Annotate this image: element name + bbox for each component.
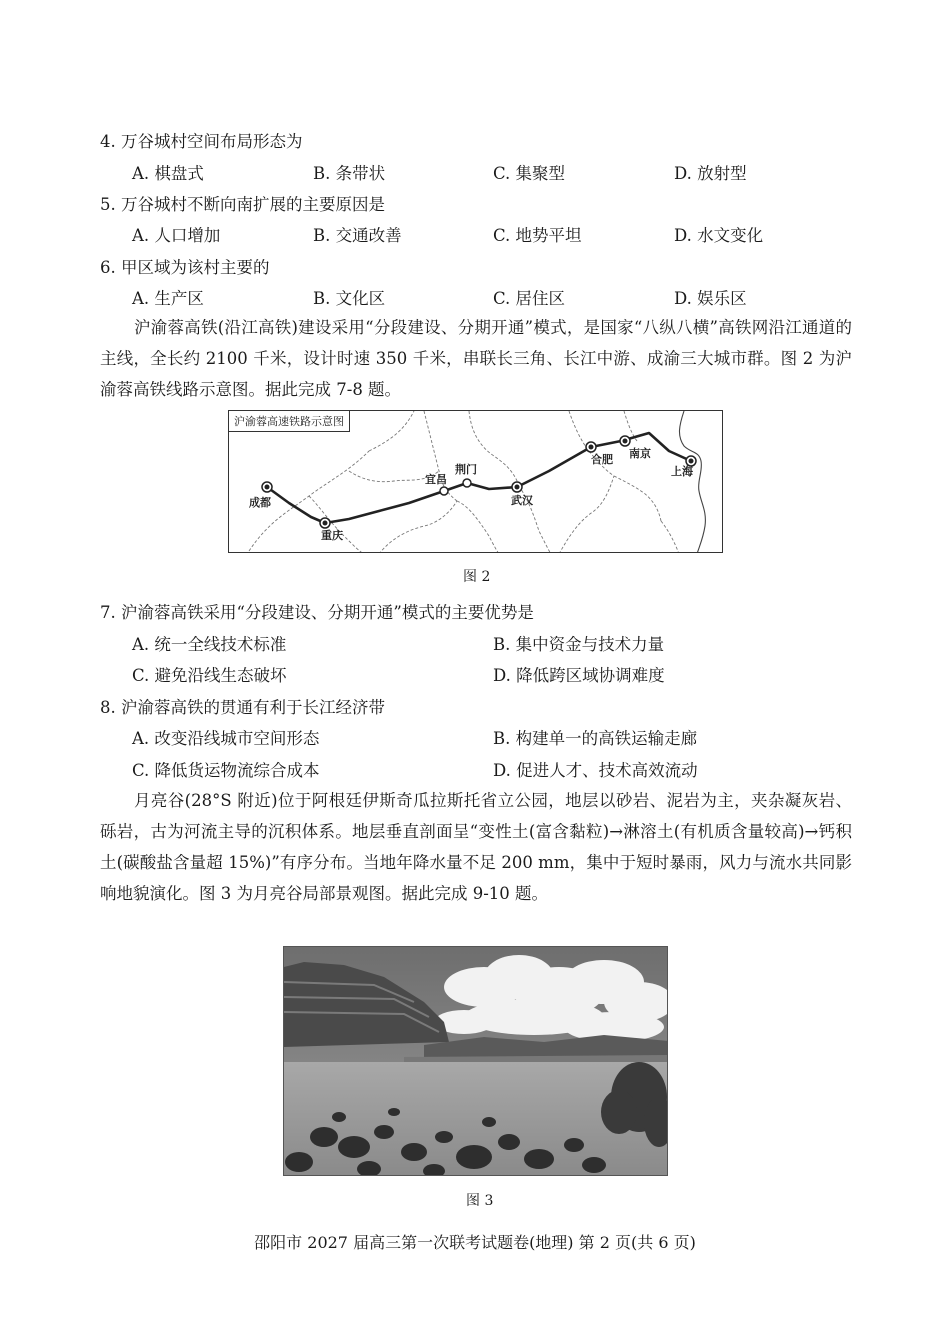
question-8-option-a: A. 改变沿线城市空间形态 <box>132 729 320 748</box>
figure-3-caption: 图 3 <box>466 1193 494 1209</box>
question-7-option-b: B. 集中资金与技术力量 <box>493 635 665 654</box>
question-7-option-c: C. 避免沿线生态破坏 <box>132 666 287 685</box>
city-label-chongqing: 重庆 <box>321 529 343 542</box>
city-label-nanjing: 南京 <box>629 447 651 460</box>
landscape-graphic <box>284 947 668 1176</box>
question-8-option-d: D. 促进人才、技术高效流动 <box>493 761 698 780</box>
question-5-stem: 5. 万谷城村不断向南扩展的主要原因是 <box>100 195 385 214</box>
city-label-jingmen: 荆门 <box>455 463 477 476</box>
question-8-option-b: B. 构建单一的高铁运输走廊 <box>493 729 698 748</box>
question-7-option-d: D. 降低跨区域协调难度 <box>493 666 665 685</box>
question-4-option-b: B. 条带状 <box>313 164 386 183</box>
city-label-yichang: 宜昌 <box>425 473 447 486</box>
question-8-option-c: C. 降低货运物流综合成本 <box>132 761 320 780</box>
question-8-stem: 8. 沪渝蓉高铁的贯通有利于长江经济带 <box>100 698 385 717</box>
city-label-wuhan: 武汉 <box>511 494 533 507</box>
city-nanjing <box>620 436 651 460</box>
question-4-option-d: D. 放射型 <box>674 164 747 183</box>
question-6-stem: 6. 甲区域为该村主要的 <box>100 258 270 277</box>
city-hefei <box>586 442 613 466</box>
question-5-option-d: D. 水文变化 <box>674 226 764 245</box>
question-4-stem: 4. 万谷城村空间布局形态为 <box>100 132 303 151</box>
city-markers <box>229 411 723 553</box>
question-6-option-b: B. 文化区 <box>313 289 386 308</box>
question-5-option-c: C. 地势平坦 <box>493 226 582 245</box>
city-label-hefei: 合肥 <box>591 453 613 466</box>
page-footer: 邵阳市 2027 届高三第一次联考试题卷(地理) 第 2 页(共 6 页) <box>254 1233 696 1252</box>
city-chengdu <box>249 482 272 509</box>
map-title: 沪渝蓉高速铁路示意图 <box>229 411 350 432</box>
figure-2-caption: 图 2 <box>463 569 491 585</box>
question-7-option-a: A. 统一全线技术标准 <box>132 635 287 654</box>
question-4-option-a: A. 棋盘式 <box>132 164 204 183</box>
moon-valley-landscape-photo <box>283 946 668 1176</box>
passage-moon-valley: 月亮谷(28°S 附近)位于阿根廷伊斯奇瓜拉斯托省立公园，地层以砂岩、泥岩为主，夹杂凝灰岩、砾岩，古为河流主导的沉积体系。地层垂直剖面呈“变性土(富含黏粒)→淋溶土(有机质含量较高)→钙积土(碳酸盐含量超 15%)”有序分布。当地年降水量不足 200 mm，集中于短时暴雨，风力与流水共同影响地貌演化。图 3 为月亮谷局部景观图。据此完成 9-10 题。 <box>100 791 852 903</box>
question-5-option-a: A. 人口增加 <box>132 226 221 245</box>
rail-route-map <box>228 410 723 553</box>
question-4-option-c: C. 集聚型 <box>493 164 566 183</box>
city-shanghai <box>671 456 696 478</box>
city-yichang <box>425 472 448 495</box>
question-7-stem: 7. 沪渝蓉高铁采用“分段建设、分期开通”模式的主要优势是 <box>100 603 534 622</box>
question-6-option-a: A. 生产区 <box>132 289 204 308</box>
city-jingmen <box>455 462 477 487</box>
passage-high-speed-rail: 沪渝蓉高铁(沿江高铁)建设采用“分段建设、分期开通”模式，是国家“八纵八横”高铁网沿江通道的主线，全长约 2100 千米，设计时速 350 千米，串联长三角、长江中游、成渝三大城市群。图 2 为沪渝蓉高铁线路示意图。据此完成 7-8 题。 <box>100 318 852 399</box>
question-6-option-c: C. 居住区 <box>493 289 566 308</box>
city-label-chengdu: 成都 <box>249 496 271 509</box>
question-6-option-d: D. 娱乐区 <box>674 289 747 308</box>
city-chongqing <box>320 518 343 542</box>
city-wuhan <box>511 482 534 507</box>
question-5-option-b: B. 交通改善 <box>313 226 402 245</box>
city-label-shanghai: 上海 <box>671 465 693 478</box>
